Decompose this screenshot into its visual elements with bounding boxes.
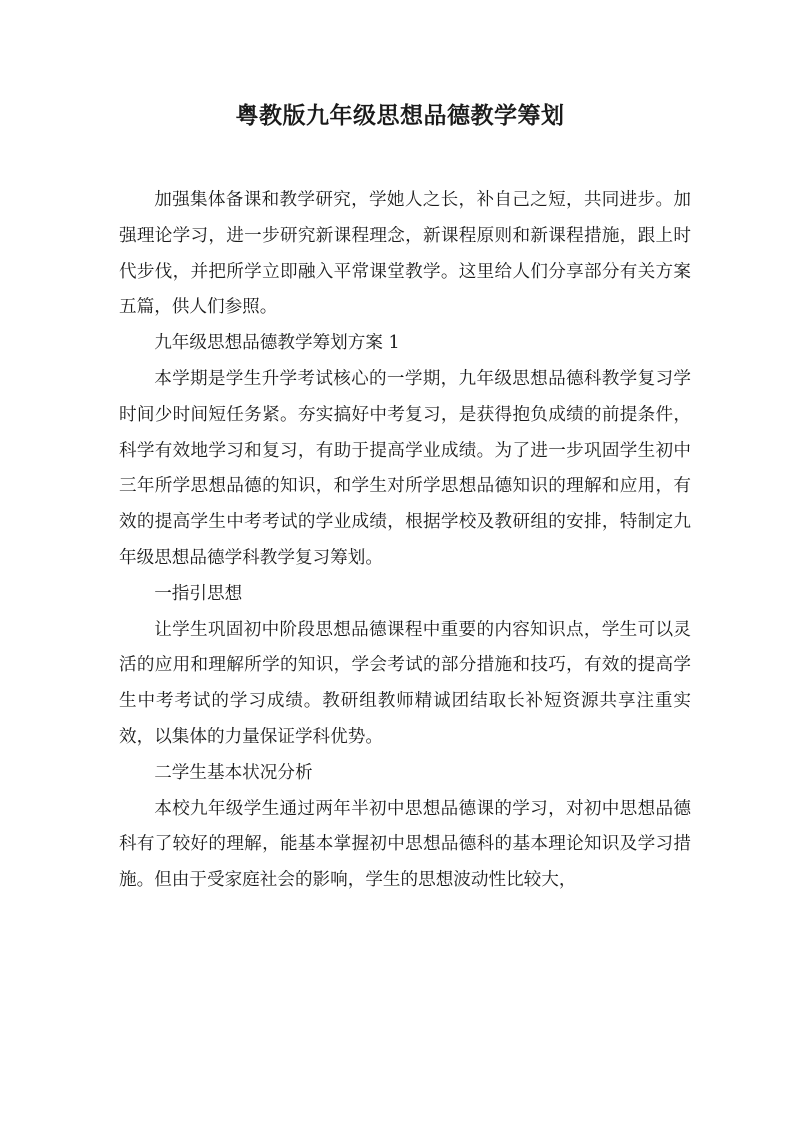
- section-heading-plan-1: 九年级思想品德教学筹划方案 1: [154, 333, 400, 354]
- document-body: [119, 183, 691, 899]
- plan-1-paragraph: 本学期是学生升学考试核心的一学期，九年级思想品德科教学复习学时间少时间短任务紧。夯实搞好中考复习，是获得抱负成绩的前提条件，科学有效地学习和复习，有助于提高学业成绩。为了进一步巩固学生初中三年所学思想品德的知识，和学生对所学思想品德知识的理解和应用，有效的提高学生中考考试的学业成绩，根据学校及教研组的安排，特制定九年级思想品德学科教学复习筹划。: [119, 368, 691, 568]
- student-analysis-paragraph: 本校九年级学生通过两年半初中思想品德课的学习，对初中思想品德科有了较好的理解，能基本掌握初中思想品德科的基本理论知识及学习措施。但由于受家庭社会的影响，学生的思想波动性比较大，: [119, 798, 691, 891]
- guiding-thought-paragraph: 让学生巩固初中阶段思想品德课程中重要的内容知识点，学生可以灵活的应用和理解所学的知识，学会考试的部分措施和技巧，有效的提高学生中考考试的学习成绩。教研组教师精诚团结取长补短资源共享注重实效，以集体的力量保证学科优势。: [119, 619, 691, 747]
- section-heading-guiding-thought: 一指引思想: [154, 583, 243, 604]
- document-title: 粤教版九年级思想品德教学筹划: [235, 102, 565, 129]
- section-heading-student-analysis: 二学生基本状况分析: [154, 762, 313, 783]
- intro-paragraph: 加强集体备课和教学研究，学她人之长，补自己之短，共同进步。加强理论学习，进一步研究新课程理念，新课程原则和新课程措施，跟上时代步伐，并把所学立即融入平常课堂教学。这里给人们分享部分有关方案五篇，供人们参照。: [119, 190, 691, 318]
